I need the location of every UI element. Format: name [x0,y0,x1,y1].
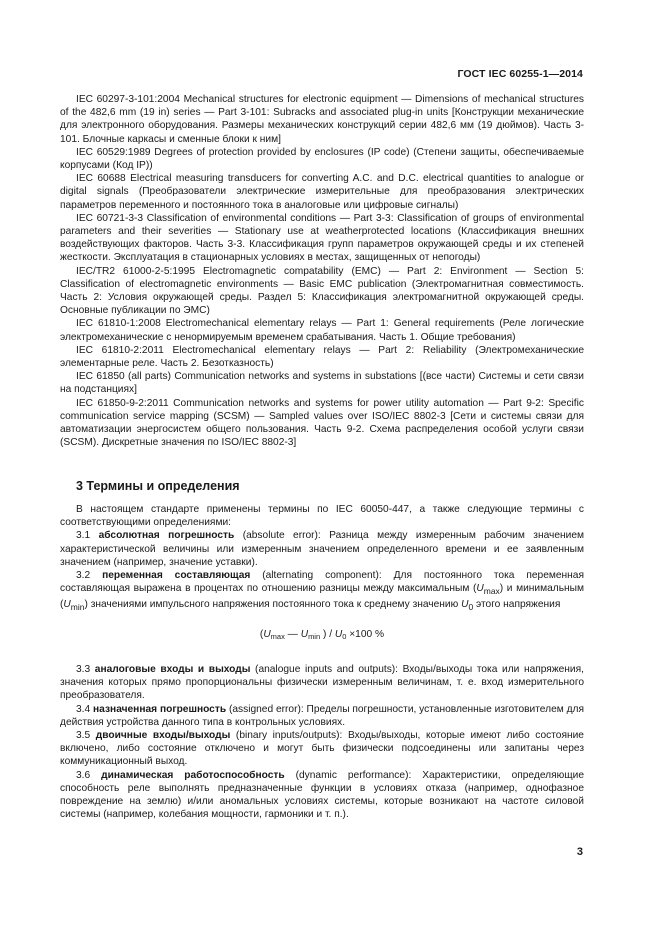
symbol-u: U [263,628,271,640]
symbol-u: U [461,599,469,611]
term-definition [60,703,584,729]
term-text: (alternating component): Для постоянного тока переменная составляющая выражена в процентах по отношению разницы между максимальным ( [60,570,584,595]
subscript: max [270,631,285,641]
term-text: (assigned error): Пределы погрешности, установленные изготовителем для действия устройства данного типа в контрольных условиях. [60,703,584,728]
formula-part: ) / [320,628,335,640]
reference-item: IEC 61810-2:2011 Electromechanical elementary relays — Part 2: Reliability (Электромеханические элементарные реле. Часть 2. Безотказность) [60,344,584,370]
normative-references [60,93,584,449]
term-name: переменная составляющая [102,570,251,582]
term-name: аналоговые входы и выходы [94,663,251,675]
reference-item: IEC 60529:1989 Degrees of protection provided by enclosures (IP code) (Степени защиты, обеспечиваемые корпусами (Код IP)) [60,146,584,172]
term-text: (absolute error): Разница между измеренным рабочим значением характеристической величины или измеренным значением определенного времени и ее заявленным значением (например, значение уставки). [60,530,584,568]
symbol-u: U [334,628,343,640]
term-text: ) значениями импульсного напряжения постоянного тока к среднему значению [84,599,462,611]
section-intro: В настоящем стандарте применены термины по IEC 60050-447, а также следующие термины с соответствующими определениями: [60,504,584,529]
formula-part: ( [259,628,264,640]
term-definition [60,663,584,703]
subscript: 0 [468,602,474,613]
subscript: 0 [342,631,347,641]
term-definition [60,529,584,569]
reference-item: IEC 60297-3-101:2004 Mechanical structures for electronic equipment — Dimensions of mechanical structures of the 482,6 mm (19 in) series — Part 3-101: Subracks and associated plug-in units [Конструкции механические для электронного оборудования. Размеры механических конструкций серии 482,6 мм (19 дюймов). Часть 3-101. Блочные каркасы и сменные блоки к ним] [60,94,584,145]
term-definition [60,569,584,615]
reference-item: IEC 61850-9-2:2011 Communication networks and systems for power utility automation — Part 9-2: Specific communication service mapping (SCSM) — Sampled values over ISO/IEC 8802-3 [Сети и системы связи для автоматизации энергосистем общего пользования. Часть 9-2. Схема распределения особой услуги связи (SCSM). Дискретные значения по ISO/IEC 8802-3] [60,397,584,449]
term-name: абсолютная погрешность [98,530,235,542]
term-number: 3.3 [76,663,91,675]
term-text: (analogue inputs and outputs): Входы/выходы тока или напряжения, значения которых прямо пропорциональны физически измеренным величинам, т. е. вход измерительного преобразователя. [60,663,584,702]
reference-item: IEC 60688 Electrical measuring transducers for converting A.C. and D.C. electrical quantities to analogue or digital signals (Преобразователи электрические измерительные для преобразования электрических параметров переменного и постоянного тока в аналоговые или цифровые сигналы) [60,173,584,211]
reference-item: IEC 61810-1:2008 Electromechanical elementary relays — Part 1: General requirements (Реле логические электромеханические с ненормируемым временем срабатывания. Часть 1. Общие требования) [60,318,584,343]
reference-item: IEC/TR2 61000-2-5:1995 Electromagnetic compatability (EMC) — Part 2: Environment — Section 5: Classification of electromagnetic environments — Basic EMC publication (Электромагнитная совместимость. Часть 2: Условия окружающей среды. Раздел 5: Классификация электромагнитной окружающей среды. Основные публикации по ЭМС) [60,265,584,317]
term-definition [60,729,584,769]
page-number: 3 [576,846,583,858]
subscript: min [308,631,321,641]
reference-item: IEC 61850 (all parts) Communication networks and systems in substations [(все части) Системы и сети связи на подстанциях] [60,371,584,396]
subscript: max [483,586,500,597]
term-text: этого напряжения [473,599,561,611]
term-name: динамическая работоспособность [101,769,285,781]
term-number: 3.2 [76,570,91,582]
subscript: min [70,602,85,613]
symbol-u: U [476,583,484,595]
symbol-u: U [300,628,309,640]
term-definition [60,769,584,822]
term-name: назначенная погрешность [93,703,227,715]
terms-section [60,503,584,821]
term-text: (binary inputs/outputs): Входы/выходы, которые имеют либо состояние включено, либо состояние отключено и могут быть физически подсоединены или запитаны через коммуникационный выход. [60,729,584,768]
formula-part: — [284,628,301,640]
term-name: двоичные входы/выходы [95,729,231,741]
term-text: (dynamic performance): Характеристики, определяющие способность реле выполнять предназначенные функции в условиях отказа (например, однофазное повреждение на землю) и/или аномальных условиях системы, которые возникают на частоте силовой системы (например, колебания мощности, гармоники и т. п.). [60,769,584,821]
term-number: 3.5 [76,729,91,741]
term-number: 3.6 [76,769,91,781]
reference-item: IEC 60721-3-3 Classification of environmental conditions — Part 3-3: Classification of groups of environmental parameters and their severities — Stationary use at weatherprotected locations (Классификация внешних воздействующих факторов. Часть 3-3. Классификация групп параметров окружающей среды и их степеней жесткости. Эксплуатация в стационарных условиях в местах, защищенных от непогоды) [60,212,584,264]
symbol-u: U [63,599,71,611]
formula-part: ×100 % [346,628,385,640]
term-number: 3.1 [76,530,91,542]
section-title: 3 Термины и определения [76,479,240,493]
document-id: ГОСТ IEC 60255-1—2014 [457,68,583,80]
term-text: ) и минимальным ( [60,583,584,611]
formula [60,628,584,643]
term-number: 3.4 [76,703,91,715]
